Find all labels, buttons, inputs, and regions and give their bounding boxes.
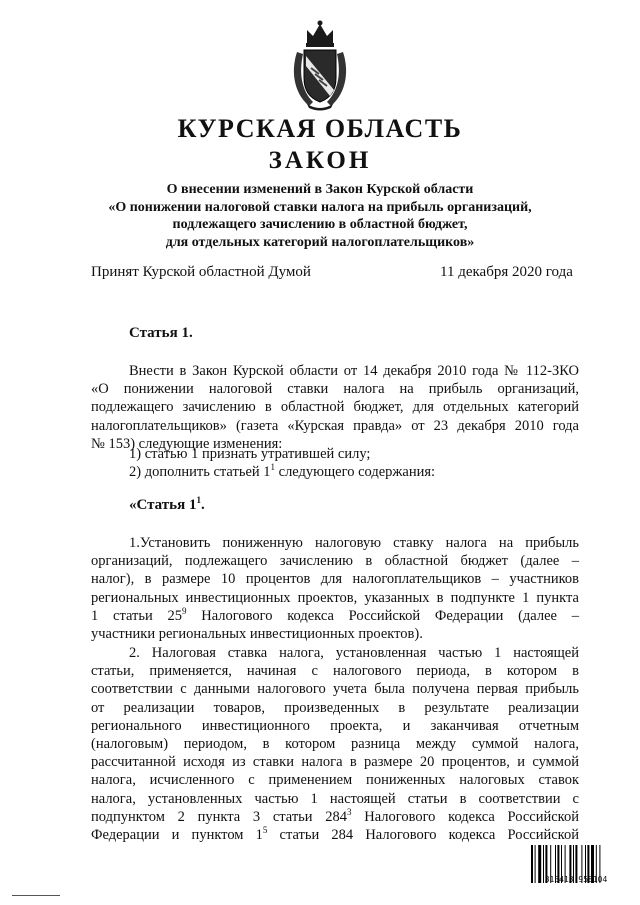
p2-line: налога, исчисленного с применением пониженных налоговых ставок bbox=[91, 772, 579, 789]
region-name: КУРСКАЯ ОБЛАСТЬ bbox=[177, 114, 463, 143]
paragraph-1 bbox=[91, 534, 579, 643]
p2-line: налога, установленных частью 1 настоящей статьи в соответствии с bbox=[91, 790, 579, 807]
p1-line: 1.Установить пониженную налоговую ставку налога на прибыль bbox=[129, 535, 579, 551]
adoption-date: 11 декабря 2020 года bbox=[440, 264, 573, 280]
p2-line: (налоговым) периодом, в котором разница между суммой налога, bbox=[91, 736, 579, 753]
intro-line: № 153) следующие изменения: bbox=[91, 435, 283, 452]
p1-line: участники региональных инвестиционных проектов). bbox=[91, 626, 423, 643]
p2-line: подпунктом 2 пункта 3 статьи $284^3$ Налогового кодекса Российской bbox=[91, 806, 579, 825]
intro-line: налогоплательщиков» (газета «Курская правда» от 23 декабря 2010 года bbox=[91, 417, 579, 434]
intro-line: Внести в Закон Курской области от 14 декабря 2010 года № 112-ЗКО bbox=[129, 363, 579, 379]
adopted-by: Принят Курской областной Думой bbox=[91, 264, 311, 280]
article-intro bbox=[91, 362, 579, 453]
article-heading: Статья 1. bbox=[129, 325, 193, 341]
title-line: для отдельных категорий налогоплательщиков» bbox=[165, 234, 475, 250]
document-type: ЗАКОН bbox=[268, 147, 372, 174]
p2-line: 2. Налоговая ставка налога, установленная частью 1 настоящей bbox=[129, 645, 579, 661]
paragraph-2 bbox=[91, 644, 579, 844]
intro-line: «О понижении налоговой ставки налога на прибыль организаций, bbox=[91, 381, 579, 398]
p1-line: региональных инвестиционных проектов, указанных в подпункте 1 пункта bbox=[91, 589, 579, 606]
p2-line: соответствии с данными налогового учета была получена первая прибыль bbox=[91, 681, 579, 698]
p2-line: статьи, применяется, начиная с налогового периода, в котором в bbox=[91, 663, 579, 680]
footer-divider bbox=[12, 895, 60, 896]
p1-line: налог), в размере 10 процентов для налогоплательщиков – участников bbox=[91, 571, 579, 588]
p2-line: Федерации и пунктом $1^5$ статьи 284 Налогового кодекса Российской bbox=[91, 825, 579, 844]
law-title bbox=[60, 181, 580, 251]
new-article-heading: «Статья $1^1$. bbox=[129, 495, 205, 513]
p1-line: 1 статьи $25^9$ Налогового кодекса Российской Федерации (далее – bbox=[91, 605, 579, 624]
title-line: О внесении изменений в Закон Курской области bbox=[166, 182, 474, 197]
amendment-item-2: 2) дополнить статьей $1^1$ следующего содержания: bbox=[129, 462, 436, 480]
title-line: подлежащего зачислению в областной бюджет, bbox=[172, 217, 468, 232]
title-line: «О понижении налоговой ставки налога на прибыль организаций, bbox=[108, 199, 532, 215]
p2-line: рассчитанной исходя из ставки налога в размере 20 процентов, и суммой bbox=[91, 754, 579, 771]
amendment-item-1: 1) статью 1 признать утратившей силу; bbox=[129, 446, 371, 462]
intro-line: подлежащего зачислению в областной бюджет, для отдельных категорий bbox=[91, 399, 579, 416]
p2-line: от реализации товаров, произведенных в результате реализации bbox=[91, 699, 579, 716]
p2-line: регионального инвестиционного проекта, и заканчивая отчетным bbox=[91, 717, 579, 734]
p1-line: организаций, подлежащего зачислению в областной бюджет (далее – bbox=[91, 553, 579, 570]
kursk-coat-of-arms-icon bbox=[289, 20, 351, 112]
barcode-number: 313413 958104 bbox=[544, 875, 608, 884]
